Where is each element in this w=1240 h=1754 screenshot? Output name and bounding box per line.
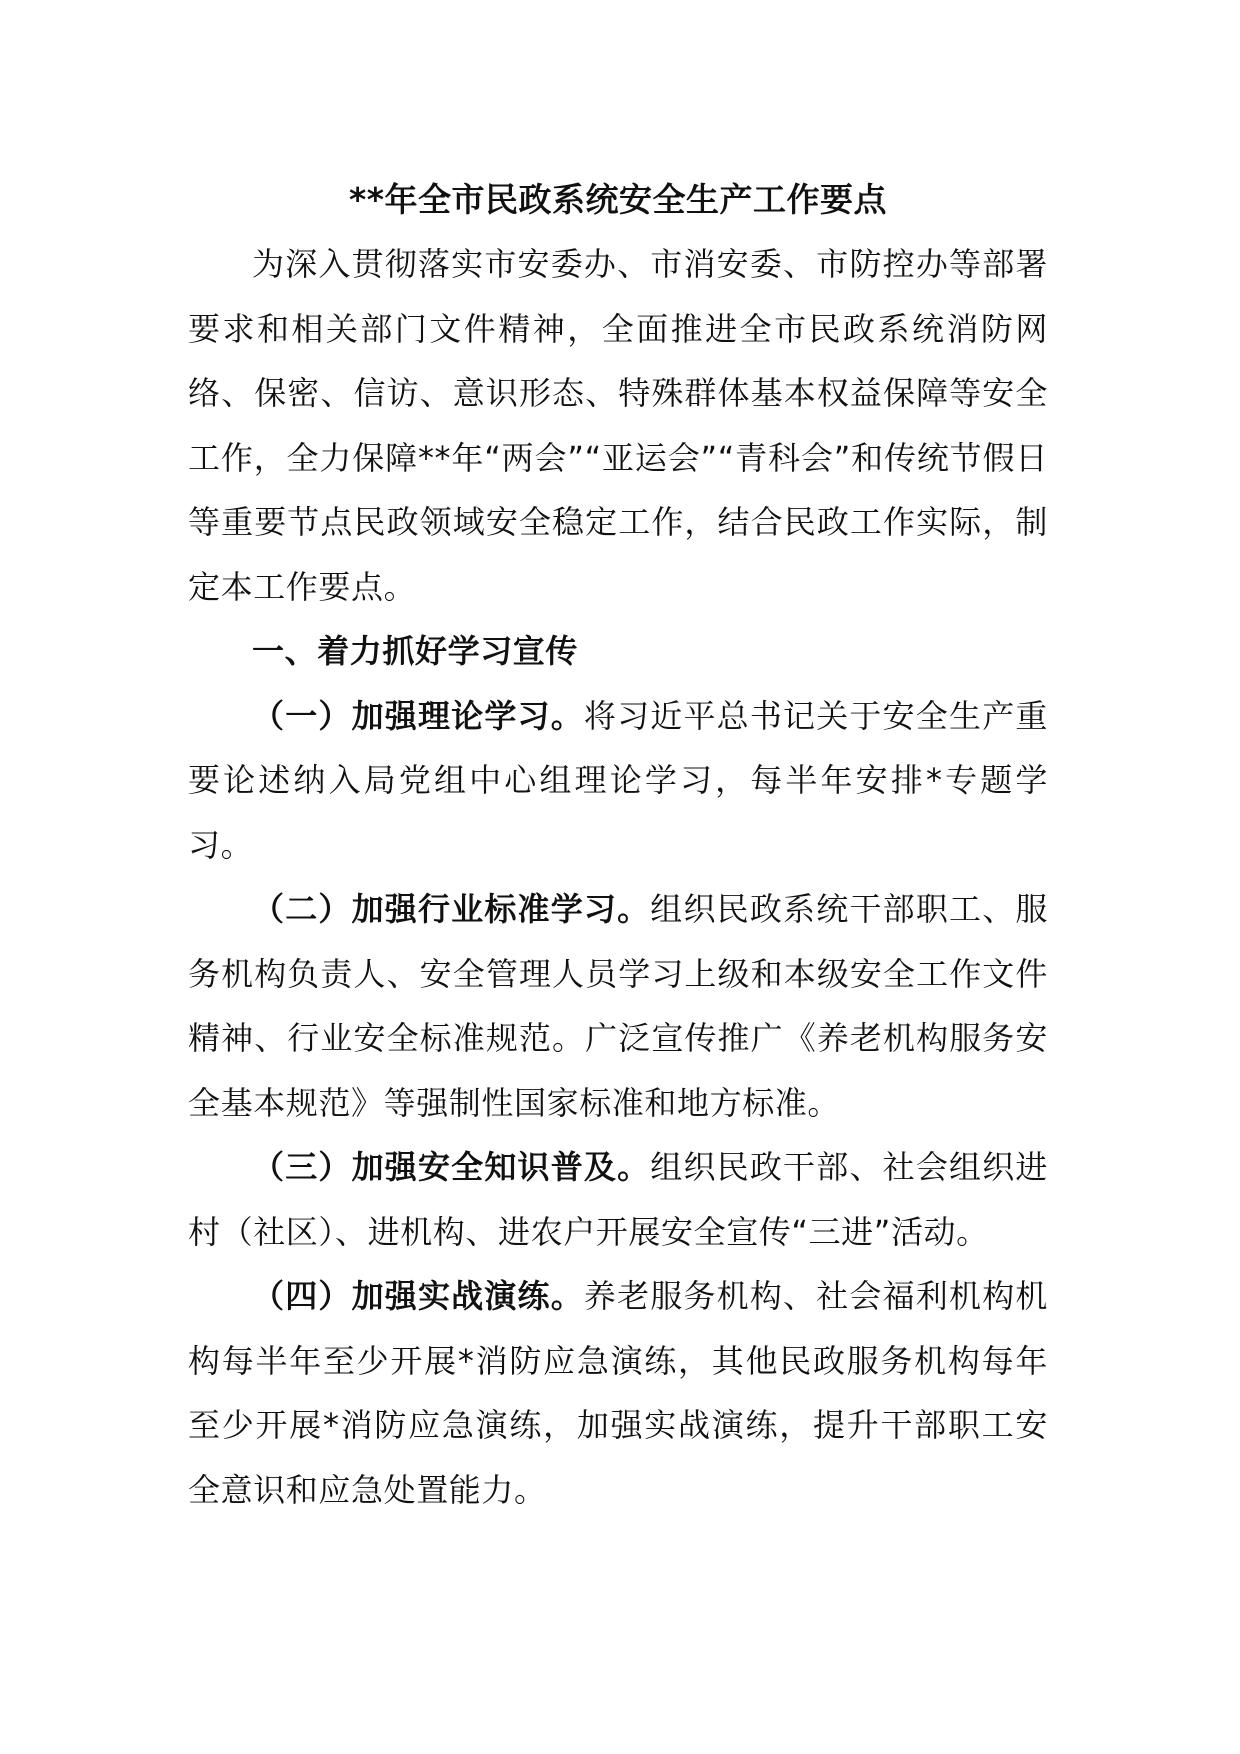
item-body: 组织民政干部、社会组织进村（社区）、进机构、进农户开展安全宣传“三进”活动。 [188,1148,1048,1251]
list-item [188,684,1048,878]
item-heading: （二）加强行业标准学习。 [252,890,651,928]
section-heading: 一、着力抓好学习宣传 [252,632,579,670]
item-body: 将习近平总书记关于安全生产重要论述纳入局党组中心组理论学习，每半年安排*专题学习。 [188,696,1048,864]
list-item [188,1135,1048,1264]
item-body: 组织民政系统干部职工、服务机构负责人、安全管理人员学习上级和本级安全工作文件精神、行业安全标准规范。广泛宣传推广《养老机构服务安全基本规范》等强制性国家标准和地方标准。 [188,890,1048,1122]
document-body [188,168,1048,1522]
document-title: **年全市民政系统安全生产工作要点 [348,180,887,219]
item-body: 养老服务机构、社会福利机构机构每半年至少开展*消防应急演练，其他民政服务机构每年至少开展*消防应急演练，加强实战演练，提升干部职工安全意识和应急处置能力。 [188,1277,1048,1509]
intro-paragraph: 为深入贯彻落实市安委办、市消安委、市防控办等部署要求和相关部门文件精神，全面推进全市民政系统消防网络、保密、信访、意识形态、特殊群体基本权益保障等安全工作，全力保障**年“两会”“亚运会”“青科会”和传统节假日等重要节点民政领域安全稳定工作，结合民政工作实际，制定本工作要点。 [188,245,1048,606]
list-item [188,1264,1048,1522]
item-heading: （三）加强安全知识普及。 [252,1148,651,1186]
item-heading: （一）加强理论学习。 [252,696,584,735]
list-item [188,877,1048,1135]
item-heading: （四）加强实战演练。 [252,1277,584,1315]
